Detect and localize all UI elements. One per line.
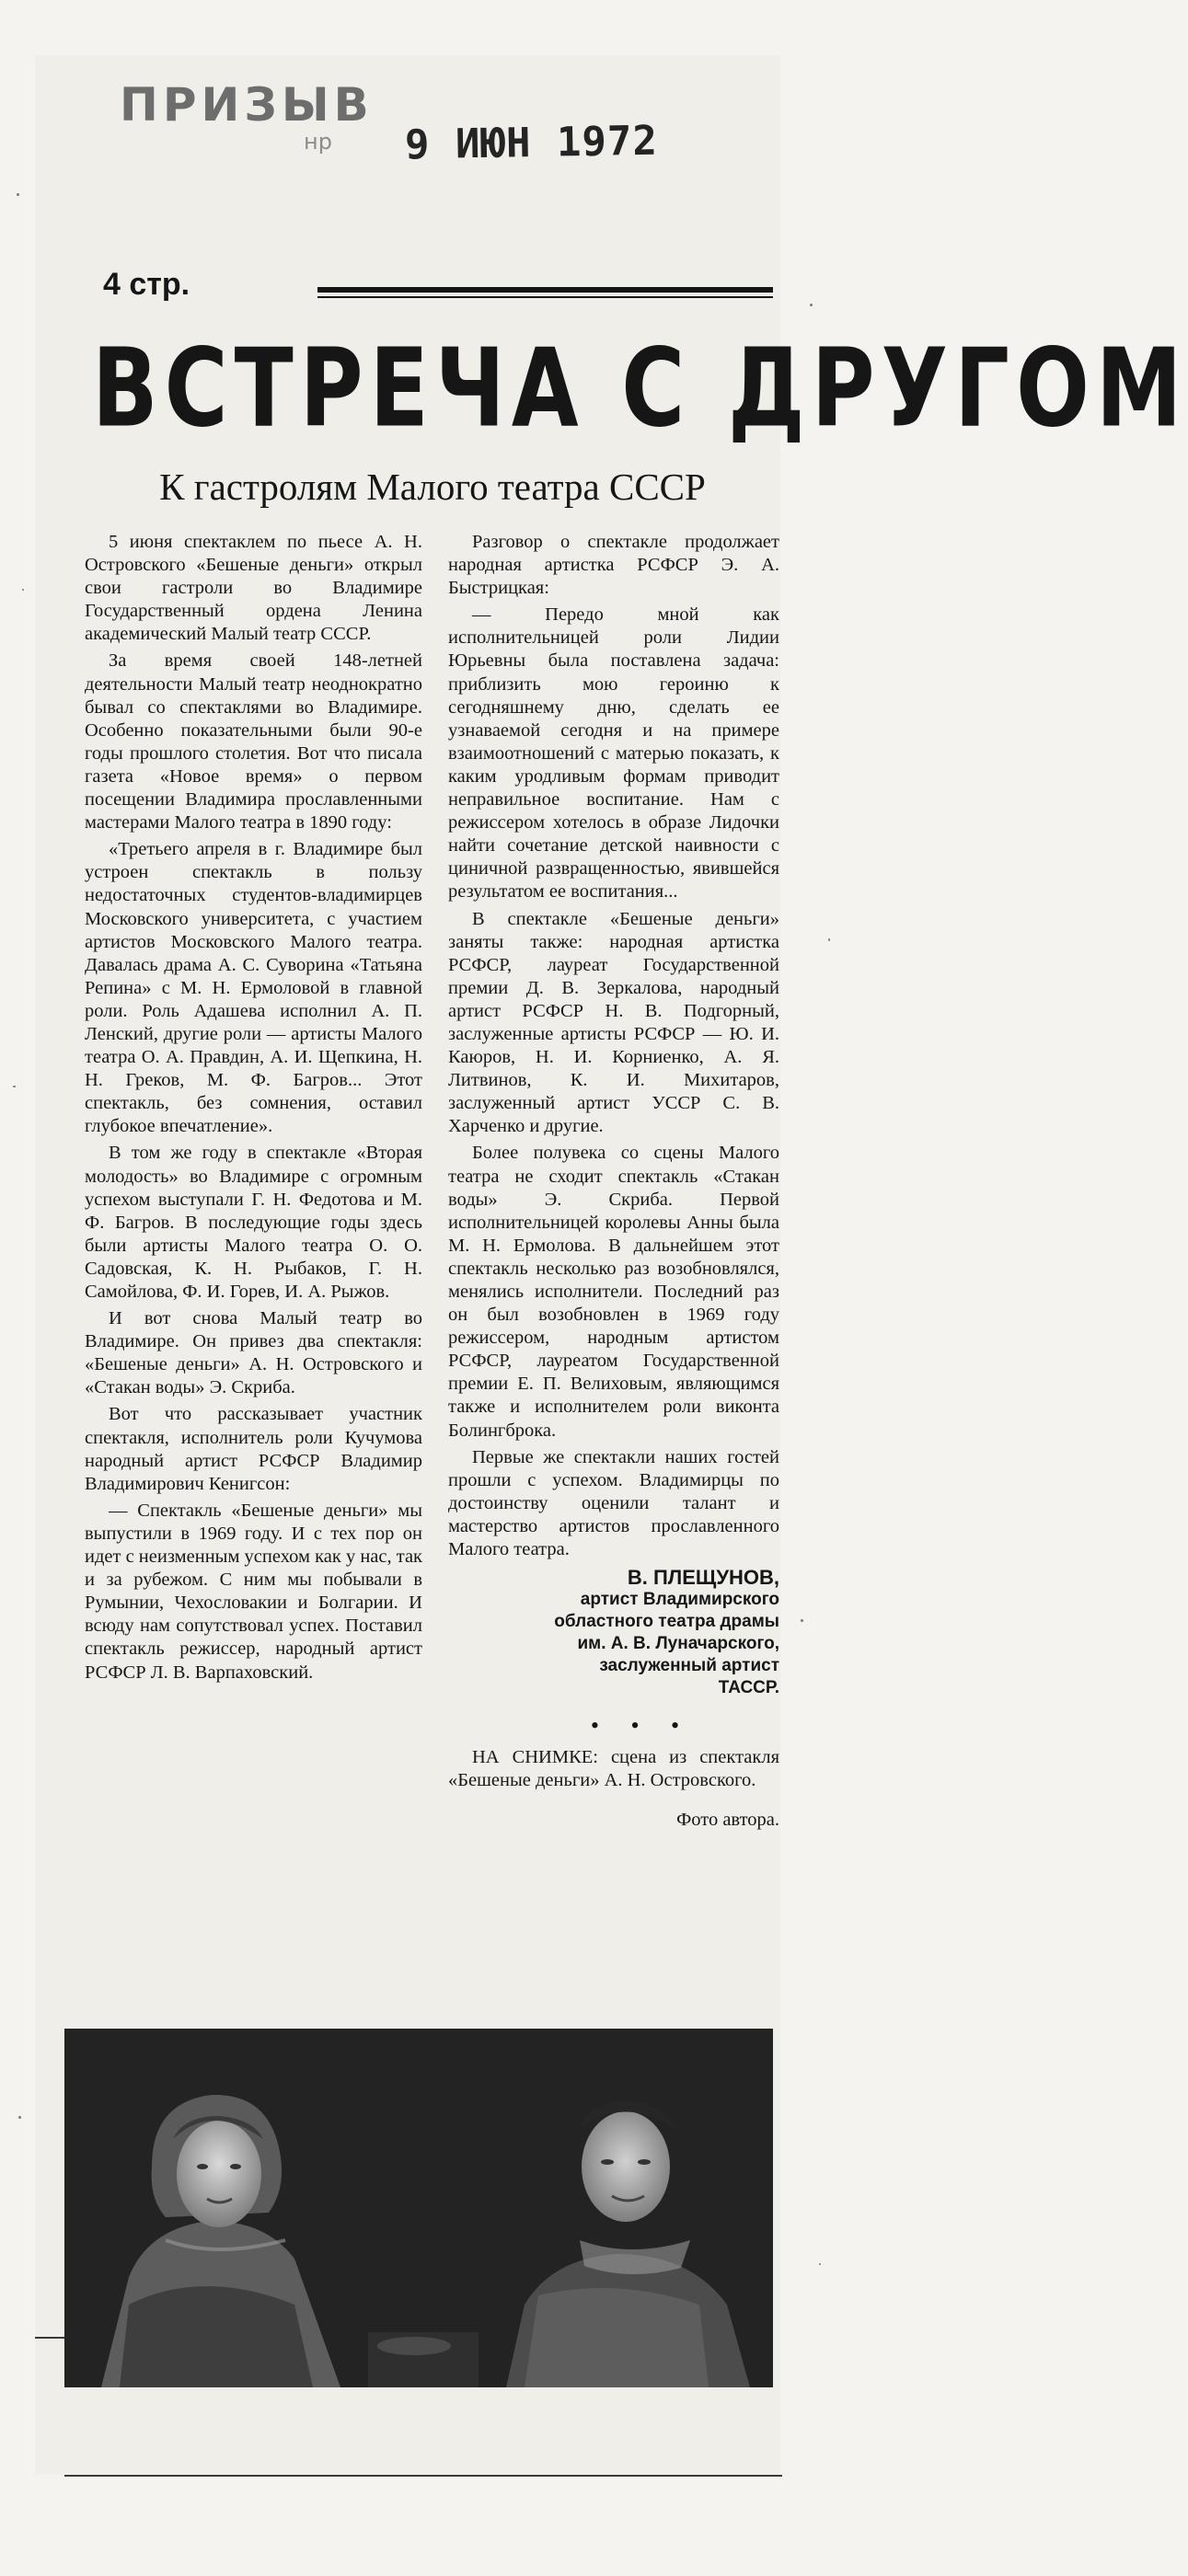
author-role: областного театра драмы <box>554 1612 779 1632</box>
paragraph: Первые же спектакли наших гостей прошли с успехом. Владимирцы по достоинству оценили талант и мастерство артистов прославленного Малого театра. <box>448 1446 779 1560</box>
clipping-bottom-edge <box>64 2475 782 2477</box>
scene-photo <box>64 2029 773 2387</box>
header-rule-thin <box>317 296 773 298</box>
newspaper-masthead: ПРИЗЫВ <box>120 78 374 132</box>
photo-caption: НА СНИМКЕ: сцена из спектакля «Бешеные деньги» А. Н. Островского. <box>448 1747 779 1791</box>
author-role: артист Владимирского <box>580 1590 779 1610</box>
paragraph: В спектакле «Бешеные деньги» заняты также: народная артистка РСФСР, лауреат Государственной премии Д. В. Зеркалова, народный артист РСФСР Н. В. Подгорный, заслуженные артисты РСФСР — Ю. И. Каюров, Н. И. Корниенко, А. Я. Литвинов, К. И. Михитаров, заслуженный артист УССР С. В. Харченко и другие. <box>448 908 779 1137</box>
author-signature <box>448 1567 779 1699</box>
author-name: В. ПЛЕЩУНОВ, <box>627 1566 779 1590</box>
masthead-subtitle: нр <box>304 129 332 155</box>
clipping-left-edge <box>35 2337 66 2339</box>
paragraph: Разговор о спектакле продолжает народная артистка РСФСР Э. А. Быстрицкая: <box>448 532 779 599</box>
paragraph: В том же году в спектакле «Вторая молодость» во Владимире с огромным успехом выступали Г. Н. Федотова и М. Ф. Багров. В последующие годы здесь были артисты Малого театра О. О. Садовская, К. Н. Рыбаков, Г. Н. Самойлова, Ф. И. Горев, И. А. Рыжов. <box>85 1143 422 1302</box>
paragraph: — Спектакль «Бешеные деньги» мы выпустили в 1969 году. И с тех пор он идет с неизменным успехом как у нас, так и за рубежом. С ним мы побывали в Румынии, Чехословакии и Болгарии. И всюду нам сопутствовал успех. Поставил спектакль режиссер, народный артист РСФСР Л. В. Варпаховский. <box>85 1500 423 1683</box>
page-number: 4 стр. <box>103 267 190 302</box>
header-rule <box>317 287 773 293</box>
paragraph: — Передо мной как исполнительницей роли Лидии Юрьевны была поставлена задача: приблизить мою героиню к сегодняшнему дню, сделать ее узнаваемой сегодня и на примере взаимоотношений с матерью показать, к каким уродливым формам приводит неправильное воспитание. Нам с режиссером хотелось в образе Лидочки найти сочетание детской наивности с циничной развращенностью, явившейся результатом ее воспитания... <box>448 604 779 903</box>
article-headline: ВСТРЕЧА С ДРУГОМ <box>92 327 1188 453</box>
article-column-right <box>448 531 779 1833</box>
date-stamp: 9 ИЮН 1972 <box>404 117 659 169</box>
paragraph: Более полувека со сцены Малого театра не сходит спектакль «Стакан воды» Э. Скриба. Первой исполнительницей королевы Анны была М. Н. Ермолова. В дальнейшем этот спектакль несколько раз возобновлялся, менялись исполнители. Последний раз он был возобновлен в 1969 году режиссером, народным артистом РСФСР, лауреатом Государственной премии Е. П. Велиховым, являющимся также и исполнителем роли виконта Болингброка. <box>448 1143 779 1441</box>
article-subhead: К гастролям Малого театра СССР <box>159 466 706 508</box>
author-role: заслуженный артист <box>599 1656 779 1676</box>
paragraph: За время своей 148-летней деятельности Малый театр неоднократно бывал со спектаклями во Владимире. Особенно показательными были 90-е годы прошлого столетия. Вот что писала газета «Новое время» о первом посещении Владимира прославленными мастерами Малого театра в 1890 году: <box>85 650 422 834</box>
paragraph: «Третьего апреля в г. Владимире был устроен спектакль в пользу недостаточных студентов-владимирцев Московского университета, с участием артистов Московского Малого театра. Давалась драма А. С. Суворина «Татьяна Репина» с М. Н. Ермоловой в главной роли. Роль Адашева исполнил А. П. Ленский, другие роли — артисты Малого театра О. А. Правдин, А. И. Щепкина, Н. Н. Греков, М. Ф. Багров... Этот спектакль, без сомнения, оставил глубокое впечатление». <box>85 839 422 1137</box>
article-column-left <box>85 531 422 1688</box>
paragraph: 5 июня спектаклем по пьесе А. Н. Островского «Бешеные деньги» открыл свои гастроли во Владимире Государственный ордена Ленина академический Малый театр СССР. <box>85 532 422 645</box>
section-separator: • • • <box>590 1712 693 1740</box>
scene-photo-image <box>64 2029 773 2387</box>
author-role: ТАССР. <box>718 1678 779 1698</box>
author-role: им. А. В. Луначарского, <box>577 1634 779 1654</box>
paragraph: И вот снова Малый театр во Владимире. Он привез два спектакля: «Бешеные деньги» А. Н. Островского и «Стакан воды» Э. Скриба. <box>85 1308 422 1398</box>
paragraph: Вот что рассказывает участник спектакля, исполнитель роли Кучумова народный артист РСФСР Владимир Владимирович Кенигсон: <box>85 1404 422 1494</box>
photo-credit: Фото автора. <box>676 1810 779 1831</box>
